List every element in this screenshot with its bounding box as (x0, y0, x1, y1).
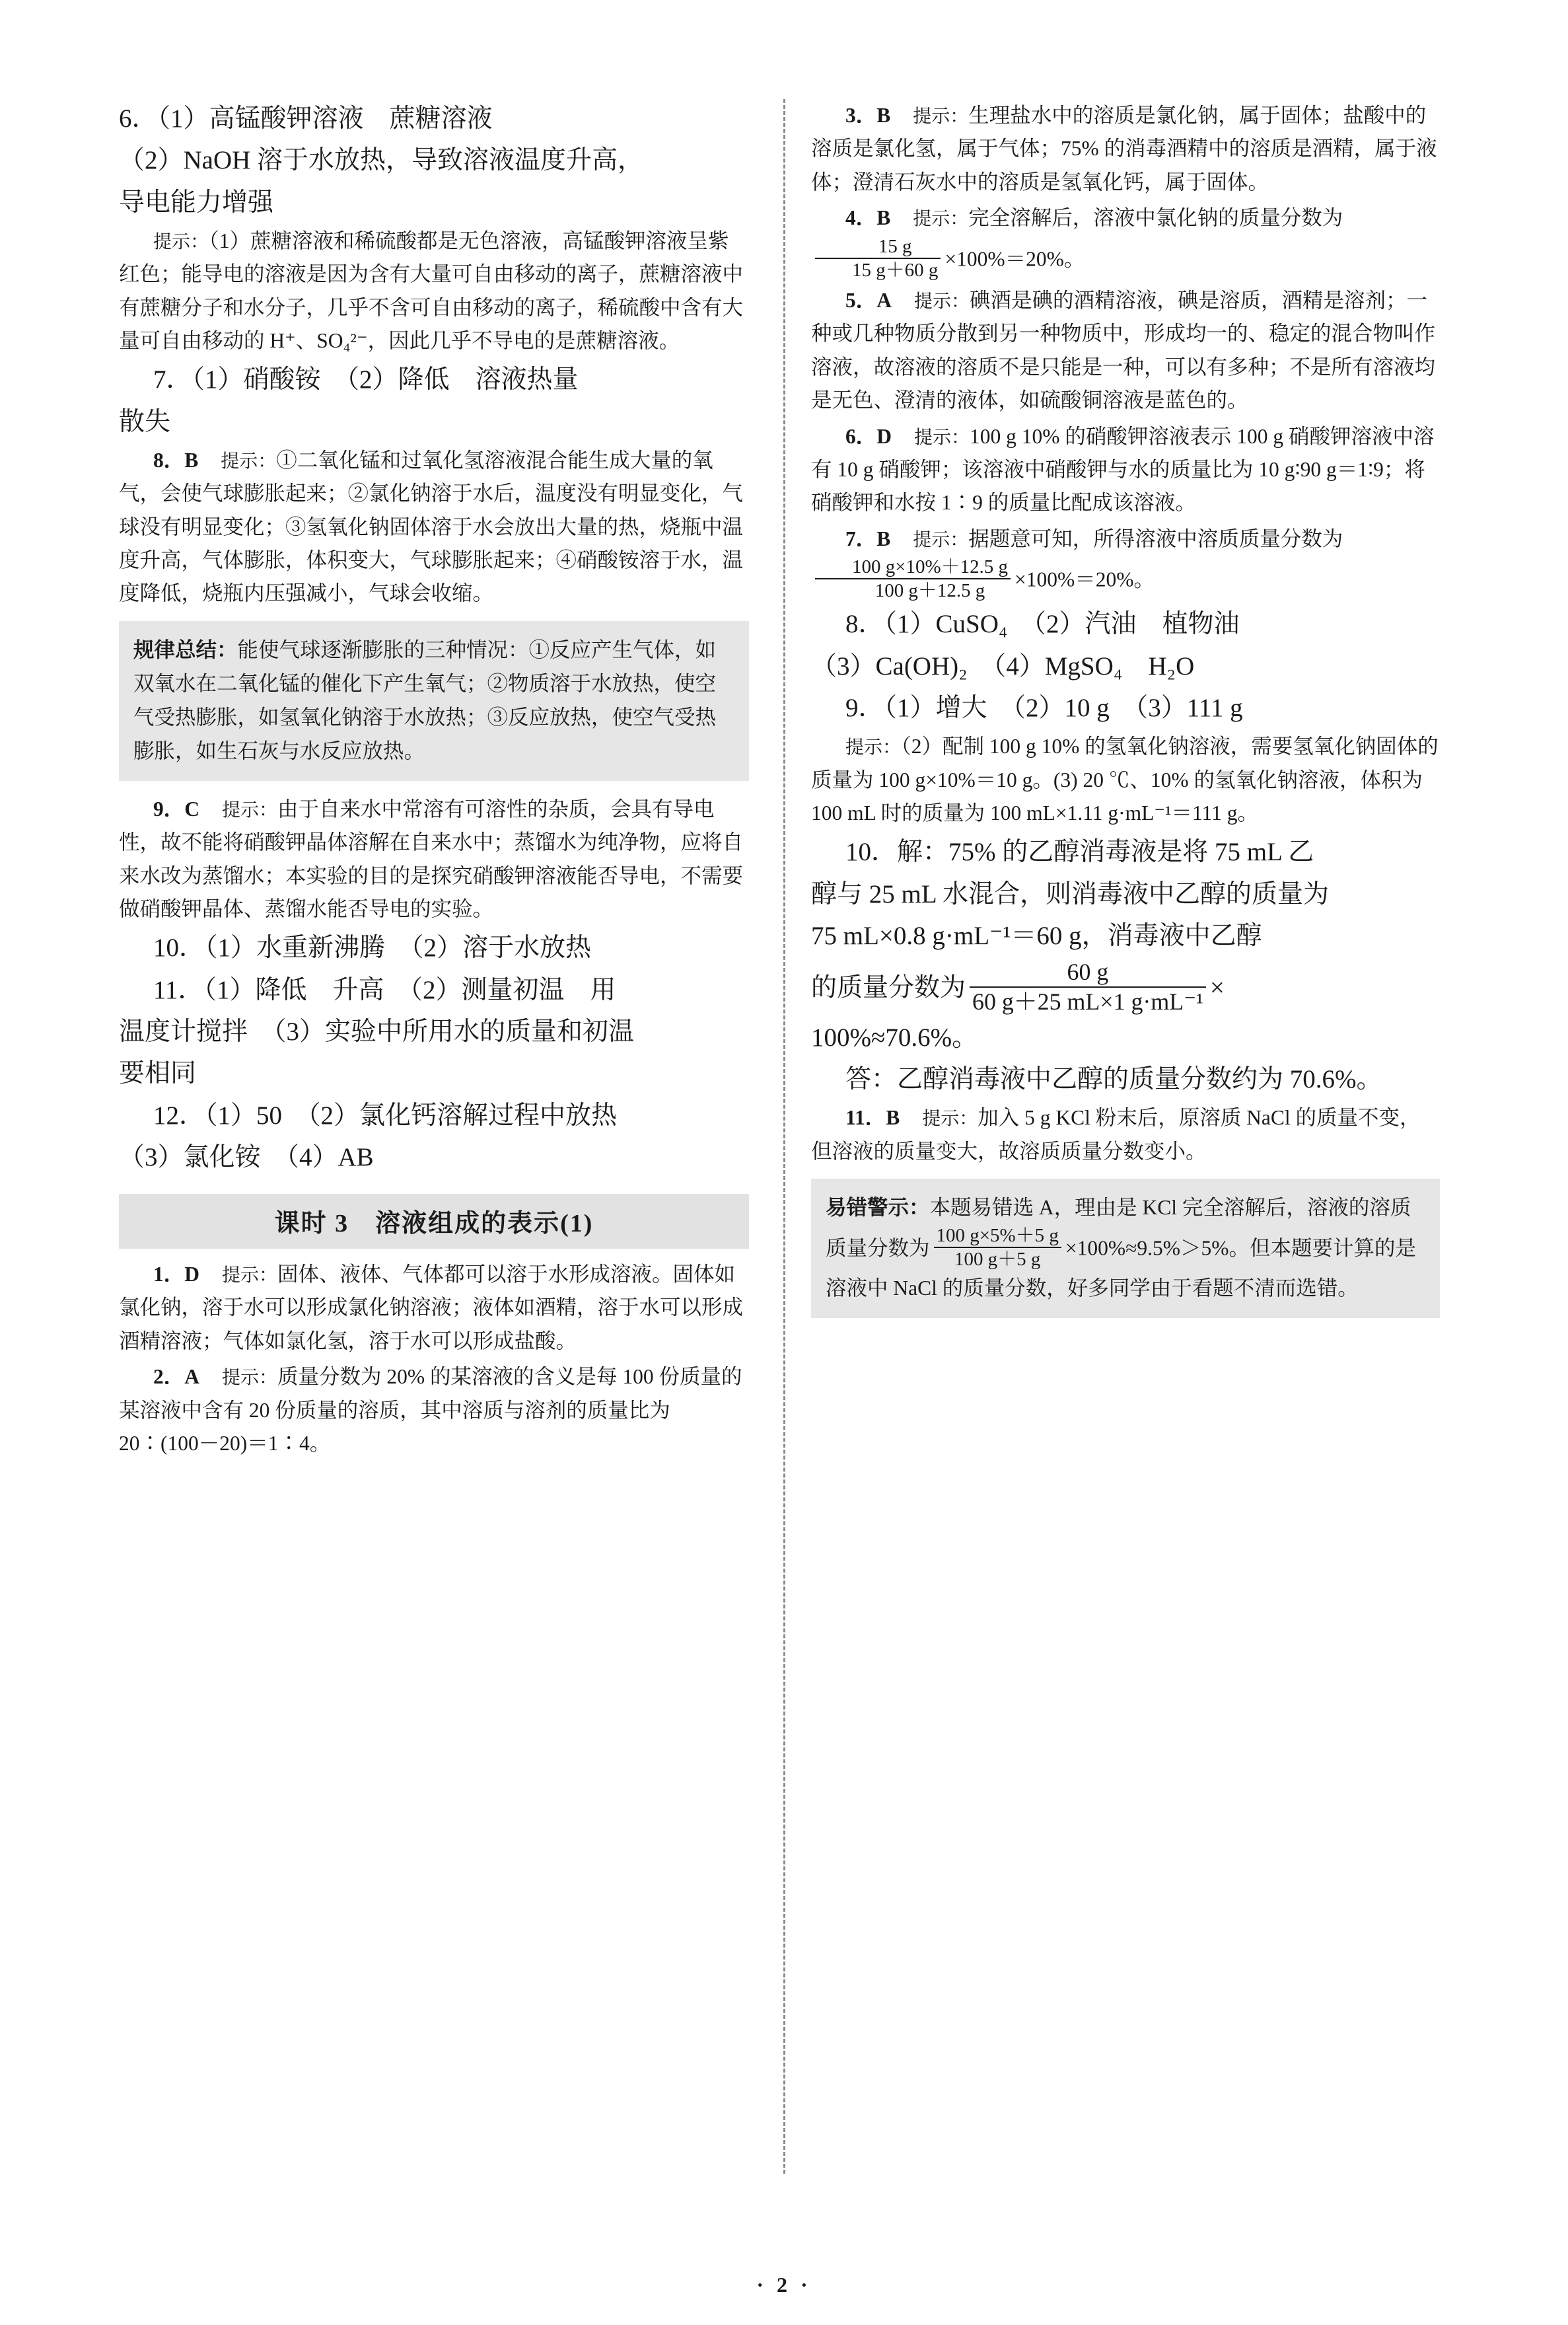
question-10-fraction-pre: 的质量分数为 (811, 973, 966, 1002)
hint-text: 固体、液体、气体都可以溶于水形成溶液。固体如氯化钠，溶于水可以形成氯化钠溶液；液体如酒精，溶于水可以形成酒精溶液；气体如氯化氢，溶于水可以形成盐酸。 (119, 1263, 744, 1352)
hint-label: 提示： (913, 209, 969, 230)
question-5 (811, 284, 1440, 418)
hint-text-post: ×100%＝20%。 (944, 246, 1085, 270)
section-title: 课时 3 溶液组成的表示(1) (119, 1194, 749, 1249)
hint-text: （1）蔗糖溶液和稀硫酸都是无色溶液，高锰酸钾溶液呈紫红色；能导电的溶液是因为含有大量可自由移动的离子，蔗糖溶液中有蔗糖分子和水分子，几乎不含可自由移动的离子，稀硫酸中含有大量可自由移动的 H⁺、SO₄²⁻，因此几乎不导电的是蔗糖溶液。 (119, 229, 744, 352)
item-7-line-2: 散失 (119, 407, 171, 436)
question-4 (811, 202, 1440, 281)
item-8 (119, 444, 749, 610)
fraction-q4 (815, 235, 941, 281)
question-1-answer: 1．D (153, 1263, 199, 1286)
right-column (779, 99, 1440, 2180)
error-warning-label: 易错警示： (826, 1196, 930, 1220)
question-10-line-3: 75 mL×0.8 g·mL⁻¹＝60 g，消毒液中乙醇 (811, 921, 1262, 950)
item-11-line-2: 温度计搅拌 （3）实验中所用水的质量和初温 (119, 1017, 635, 1046)
item-6-line-2: （2）NaOH 溶于水放热，导致溶液温度升高， (119, 146, 644, 175)
hint-label: 提示： (913, 529, 969, 550)
item-10: 10．（1）水重新沸腾 （2）溶于水放热 (153, 934, 592, 963)
rule-summary-label: 规律总结： (133, 638, 238, 661)
question-7-answer: 7．B (845, 527, 891, 550)
item-8-answer: 8．B (153, 448, 199, 472)
rule-summary-text: 能使气球逐渐膨胀的三种情况：①反应产生气体，如双氧水在二氧化锰的催化下产生氧气；②物质溶于水放热，使空气受热膨胀，如氢氧化钠溶于水放热；③反应放热，使空气受热膨胀，如生石灰与水反应放热。 (133, 638, 717, 762)
fraction-warn (934, 1224, 1061, 1271)
hint-label: 提示： (922, 1109, 978, 1130)
fraction-denominator: 100 g＋5 g (934, 1247, 1061, 1271)
hint-text: 碘酒是碘的酒精溶液，碘是溶质，酒精是溶剂；一种或几种物质分散到另一种物质中，形成均一的、稳定的混合物叫作溶液，故溶液的溶质不是只能是一种，可以有多种；不是所有溶液均是无色、澄清的液体，如硫酸铜溶液是蓝色的。 (811, 288, 1436, 412)
question-10-line-2: 醇与 25 mL 水混合，则消毒液中乙醇的质量为 (811, 879, 1329, 908)
question-10-fraction-post: × (1209, 973, 1225, 1002)
error-warning-box (811, 1179, 1440, 1317)
fraction-denominator: 100 g＋12.5 g (815, 578, 1011, 602)
question-5-answer: 5．A (845, 288, 892, 312)
item-9 (119, 793, 749, 926)
hint-label: 提示： (845, 737, 902, 758)
hint-text: 加入 5 g KCl 粉末后，原溶质 NaCl 的质量不变，但溶液的质量变大，故溶质质量分数变小。 (811, 1106, 1421, 1163)
page-number: · 2 · (756, 2273, 812, 2297)
fraction-denominator: 15 g＋60 g (815, 258, 941, 281)
question-9-hint (811, 730, 1440, 830)
question-10-line-1: 10．解：75% 的乙醇消毒液是将 75 mL 乙 (845, 838, 1314, 867)
fraction-q10 (970, 958, 1206, 1015)
question-11 (811, 1101, 1440, 1168)
fraction-numerator: 100 g×10%＋12.5 g (852, 556, 1009, 578)
hint-label: 提示： (913, 106, 969, 127)
column-divider (783, 99, 785, 2174)
question-4-answer: 4．B (845, 206, 891, 230)
page-number-value: 2 (777, 2273, 791, 2297)
fraction-q7 (815, 556, 1011, 602)
fraction-numerator: 15 g (878, 235, 912, 257)
hint-text: ①二氧化锰和过氧化氢溶液混合能生成大量的氧气，会使气球膨胀起来；②氯化钠溶于水后，温度没有明显变化，气球没有明显变化；③氢氧化钠固体溶于水会放出大量的热，烧瓶中温度升高，气体膨胀，体积变大，气球膨胀起来；④硝酸铵溶于水，温度降低，烧瓶内压强减小，气球会收缩。 (119, 448, 744, 605)
hint-label: 提示： (222, 1368, 278, 1389)
hint-text: 100 g 10% 的硝酸钾溶液表示 100 g 硝酸钾溶液中溶有 10 g 硝酸钾；该溶液中硝酸钾与水的质量比为 10 g∶90 g＝1∶9；将硝酸钾和水按 1∶9 的质量比配成该溶液。 (811, 424, 1435, 515)
two-column-layout (119, 99, 1449, 2180)
error-warning-pre: 本题易错选 A，理由是 KCl 完全溶解后，溶液的溶质质量分数为 (826, 1196, 1411, 1260)
item-6-hint (119, 225, 749, 358)
item-12-line-1: 12．（1）50 （2）氯化钙溶解过程中放热 (153, 1101, 618, 1130)
hint-label: 提示： (914, 291, 970, 312)
question-6 (811, 420, 1440, 520)
item-11-line-3: 要相同 (119, 1059, 197, 1088)
question-7 (811, 523, 1440, 603)
item-7-line-1: 7．（1）硝酸铵 （2）降低 溶液热量 (153, 365, 579, 394)
hint-text: 生理盐水中的溶质是氯化钠，属于固体；盐酸中的溶质是氯化氢，属于气体；75% 的消毒酒精中的溶质是酒精，属于液体；澄清石灰水中的溶质是氢氧化钙，属于固体。 (811, 104, 1437, 194)
question-9-answer: 9．（1）增大 （2）10 g （3）111 g (845, 693, 1243, 722)
hint-label: 提示： (153, 231, 209, 252)
question-10-line-5: 100%≈70.6%。 (811, 1023, 978, 1052)
item-11-line-1: 11．（1）降低 升高 （2）测量初温 用 (153, 975, 616, 1004)
question-3-answer: 3．B (845, 104, 891, 127)
item-6-line-3: 导电能力增强 (119, 188, 274, 217)
left-column (119, 99, 779, 2180)
hint-text-post: ×100%＝20%。 (1015, 568, 1155, 591)
question-11-answer: 11．B (845, 1106, 900, 1130)
question-2 (119, 1360, 749, 1460)
hint-text-pre: 完全溶解后，溶液中氯化钠的质量分数为 (968, 206, 1343, 230)
question-2-answer: 2．A (153, 1365, 199, 1389)
item-12-line-2: （3）氯化铵 （4）AB (119, 1142, 374, 1171)
question-6-answer: 6．D (845, 424, 892, 448)
question-1 (119, 1258, 749, 1358)
hint-text: 由于自来水中常溶有可溶性的杂质，会具有导电性，故不能将硝酸钾晶体溶解在自来水中；蒸馏水为纯净物，应将自来水改为蒸馏水；本实验的目的是探究硝酸钾溶液能否导电，不需要做硝酸钾晶体、蒸馏水能否导电的实验。 (119, 797, 744, 921)
error-warning-post: ×100%≈9.5%＞5%。但本题要计算的是溶液中 NaCl 的质量分数，好多同学由于看题不清而选错。 (826, 1236, 1416, 1300)
hint-label: 提示： (914, 427, 970, 448)
question-10-line-4 (811, 958, 1440, 1015)
item-9-answer: 9．C (153, 797, 199, 821)
question-8-line-1: 8．（1）CuSO₄ （2）汽油 植物油 (845, 610, 1240, 639)
hint-text-pre: 据题意可知，所得溶液中溶质质量分数为 (968, 527, 1343, 550)
hint-label: 提示： (222, 799, 278, 821)
hint-label: 提示： (222, 1265, 278, 1286)
rule-summary-box (119, 621, 749, 781)
fraction-denominator: 60 g＋25 mL×1 g·mL⁻¹ (970, 986, 1206, 1015)
item-6-line-1: 6．（1）高锰酸钾溶液 蔗糖溶液 (119, 104, 493, 133)
question-3 (811, 99, 1440, 199)
fraction-numerator: 60 g (1067, 959, 1109, 986)
hint-label: 提示： (221, 451, 277, 472)
question-10-answer-statement: 答：乙醇消毒液中乙醇的质量分数约为 70.6%。 (845, 1065, 1382, 1094)
fraction-numerator: 100 g×5%＋5 g (936, 1225, 1059, 1247)
question-8-line-2: （3）Ca(OH)₂ （4）MgSO₄ H₂O (811, 651, 1195, 681)
hint-text: 质量分数为 20% 的某溶液的含义是每 100 份质量的某溶液中含有 20 份质量的溶质，其中溶质与溶剂的质量比为 20∶(100－20)＝1∶4。 (119, 1365, 742, 1456)
hint-text: （2）配制 100 g 10% 的氢氧化钠溶液，需要氢氧化钠固体的质量为 100 g×10%＝10 g。(3) 20 ℃、10% 的氢氧化钠溶液，体积为 100 mL 时的质量为 100 mL×1.11 g·mL⁻¹＝111 g。 (811, 735, 1439, 825)
